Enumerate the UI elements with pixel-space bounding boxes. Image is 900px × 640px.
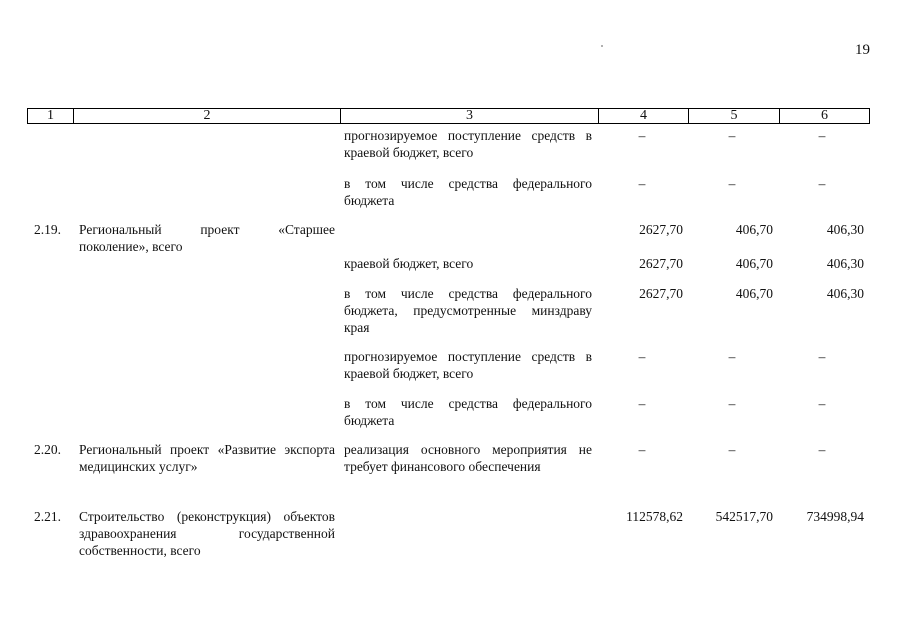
row-value-5: – [728,396,736,411]
row-value-4: – [638,396,646,411]
row-description: в том числе средства федерального бюджета [344,396,592,428]
row-value-4: 2627,70 [639,256,683,271]
row-value-6: – [818,396,826,411]
row-description: краевой бюджет, всего [344,256,474,271]
column-header-4: 4 [598,108,689,124]
column-header-3: 3 [340,108,599,124]
item-title: Региональный проект «Развитие экспорта медицинских услуг» [79,442,335,474]
item-title: Региональный проект «Старшее поколение», всего [79,222,335,254]
row-value-6: 406,30 [826,256,864,271]
column-header-2: 2 [73,108,341,124]
row-value-5: – [728,349,736,364]
page-number: 19 [855,42,870,58]
item-number: 2.19. [34,222,61,237]
total-value-4: 112578,62 [626,509,683,524]
row-description: прогнозируемое поступление средств в краевой бюджет, всего [344,349,592,381]
row-value-6: 406,30 [826,286,864,301]
row-description: реализация основного мероприятия не требует финансового обеспечения [344,442,592,474]
column-header-5: 5 [688,108,780,124]
total-value-4: 2627,70 [639,222,683,237]
row-value-5: – [728,442,736,457]
row-value-4: – [638,349,646,364]
column-header-6: 6 [779,108,870,124]
row-value-5: – [728,128,736,143]
scan-speck [601,45,603,47]
total-value-6: 734998,94 [806,509,864,524]
row-value-6: – [818,176,826,191]
column-header-1: 1 [27,108,74,124]
item-title: Строительство (реконструкция) объектов здравоохранения государственной собственности, всего [79,509,335,558]
row-value-4: – [638,176,646,191]
row-value-5: – [728,176,736,191]
row-value-4: 2627,70 [639,286,683,301]
item-number: 2.21. [34,509,61,524]
total-value-5: 406,70 [735,222,773,237]
row-description: прогнозируемое поступление средств в краевой бюджет, всего [344,128,592,160]
item-number: 2.20. [34,442,61,457]
row-value-6: – [818,442,826,457]
row-description: в том числе средства федерального бюджета, предусмотренные минздраву края [344,286,592,335]
row-value-4: – [638,128,646,143]
total-value-5: 542517,70 [715,509,773,524]
row-value-5: 406,70 [735,286,773,301]
row-description: в том числе средства федерального бюджета [344,176,592,208]
row-value-6: – [818,128,826,143]
row-value-4: – [638,442,646,457]
row-value-6: – [818,349,826,364]
total-value-6: 406,30 [826,222,864,237]
row-value-5: 406,70 [735,256,773,271]
